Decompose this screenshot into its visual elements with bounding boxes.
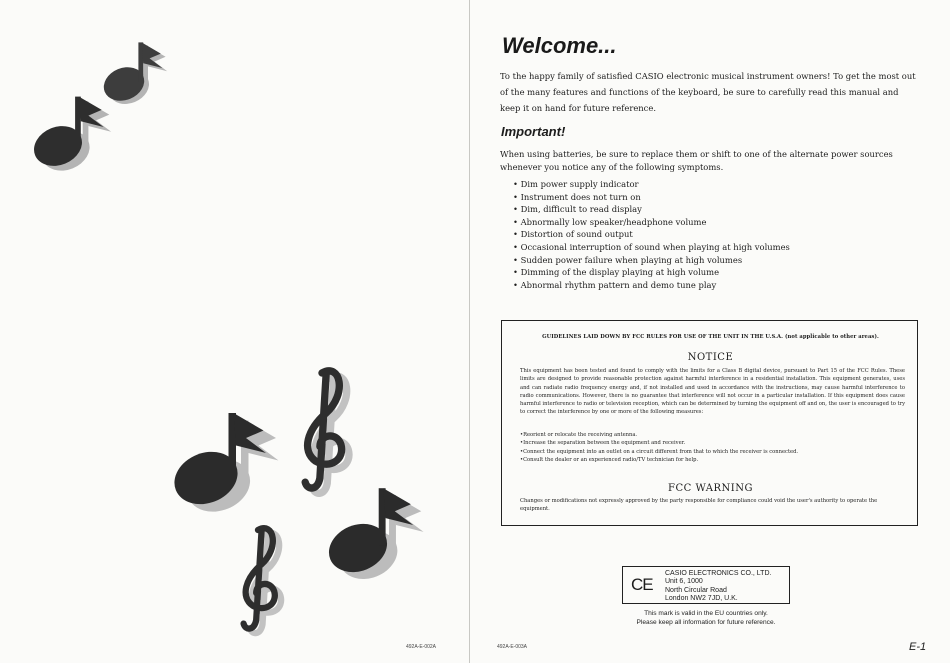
fcc-measures-list: [520, 431, 798, 464]
notice-title: NOTICE: [687, 352, 734, 363]
list-item: • Increase the separation between the equipment and receiver.: [520, 439, 798, 447]
list-item: • Consult the dealer or an experienced radio/TV technician for help.: [520, 456, 798, 464]
list-item: • Instrument does not turn on: [513, 191, 790, 204]
eu-note-line: This mark is valid in the EU countries only.: [644, 610, 768, 617]
welcome-heading: Welcome...: [502, 33, 617, 58]
page-number: E-1: [909, 641, 927, 653]
fcc-guidelines: GUIDELINES LAID DOWN BY FCC RULES FOR USE OF THE UNIT IN THE U.S.A. (not applicable to other areas).: [542, 334, 879, 340]
eighth-note-icon: [99, 42, 167, 109]
left-page-decoration: [0, 0, 469, 663]
address-line: North Circular Road: [665, 586, 727, 594]
list-item: • Dim, difficult to read display: [513, 203, 790, 216]
eu-note-line: Please keep all information for future reference.: [636, 619, 776, 626]
eighth-note-icon: [322, 488, 424, 587]
treble-clef-icon: [244, 528, 282, 633]
ce-address-box: [622, 566, 790, 604]
list-item: • Connect the equipment into an outlet on a circuit different from that to which the receiver is connected.: [520, 448, 798, 456]
important-heading: Important!: [501, 124, 566, 139]
treble-clef-icon: [305, 371, 349, 493]
list-item: • Occasional interruption of sound when playing at high volumes: [513, 241, 790, 254]
list-item: • Abnormal rhythm pattern and demo tune play: [513, 279, 790, 292]
ce-mark-icon: CE: [631, 575, 653, 594]
address-line: Unit 6, 1000: [665, 578, 703, 586]
eighth-note-icon: [167, 413, 279, 521]
fcc-warning-text: Changes or modifications not expressly approved by the party responsible for compliance could void the user's authority to operate the equipment.: [520, 498, 878, 513]
address-line: CASIO ELECTRONICS CO., LTD.: [665, 570, 772, 577]
address-block: [665, 570, 771, 604]
eighth-note-icon: [28, 97, 111, 178]
page-fold: [469, 0, 470, 663]
eu-note: [622, 609, 790, 627]
fcc-warning-title: FCC WARNING: [668, 483, 753, 494]
list-item: • Sudden power failure when playing at high volumes: [513, 254, 790, 267]
list-item: • Dim power supply indicator: [513, 178, 790, 191]
list-item: • Distortion of sound output: [513, 228, 790, 241]
list-item: • Reorient or relocate the receiving antenna.: [520, 431, 798, 439]
left-footer-code: 492A-E-002A: [406, 644, 437, 650]
fcc-notice-box: [501, 320, 918, 526]
list-item: • Abnormally low speaker/headphone volume: [513, 216, 790, 229]
list-item: • Dimming of the display playing at high volume: [513, 266, 790, 279]
right-footer-code: 492A-E-003A: [497, 644, 528, 650]
intro-paragraph: To the happy family of satisfied CASIO electronic musical instrument owners! To get the most out of the many features and functions of the keyboard, be sure to carefully read this manual and keep it on hand for future reference.: [500, 71, 916, 113]
address-line: London NW2 7JD, U.K.: [665, 595, 738, 603]
notice-text: This equipment has been tested and found to comply with the limits for a Class B digital device, pursuant to Part 15 of the FCC Rules. These limits are designed to provide reasonable protection against harmful interference in a residential installation. This equipment generates, uses and can radiate radio frequency energy and, if not installed and used in accordance with the instructions, may cause harmful interference to radio communications. However, there is no guarantee that interference will not occur in a particular installation. If this equipment does cause harmful interference to radio or television reception, which can be determined by turning the equipment off and on, the user is encouraged to try to correct the interference by one or more of the following measures:: [520, 368, 905, 416]
symptom-list: [513, 178, 790, 291]
battery-paragraph: When using batteries, be sure to replace them or shift to one of the alternate power sources whenever you notice any of the following symptoms.: [500, 149, 893, 172]
